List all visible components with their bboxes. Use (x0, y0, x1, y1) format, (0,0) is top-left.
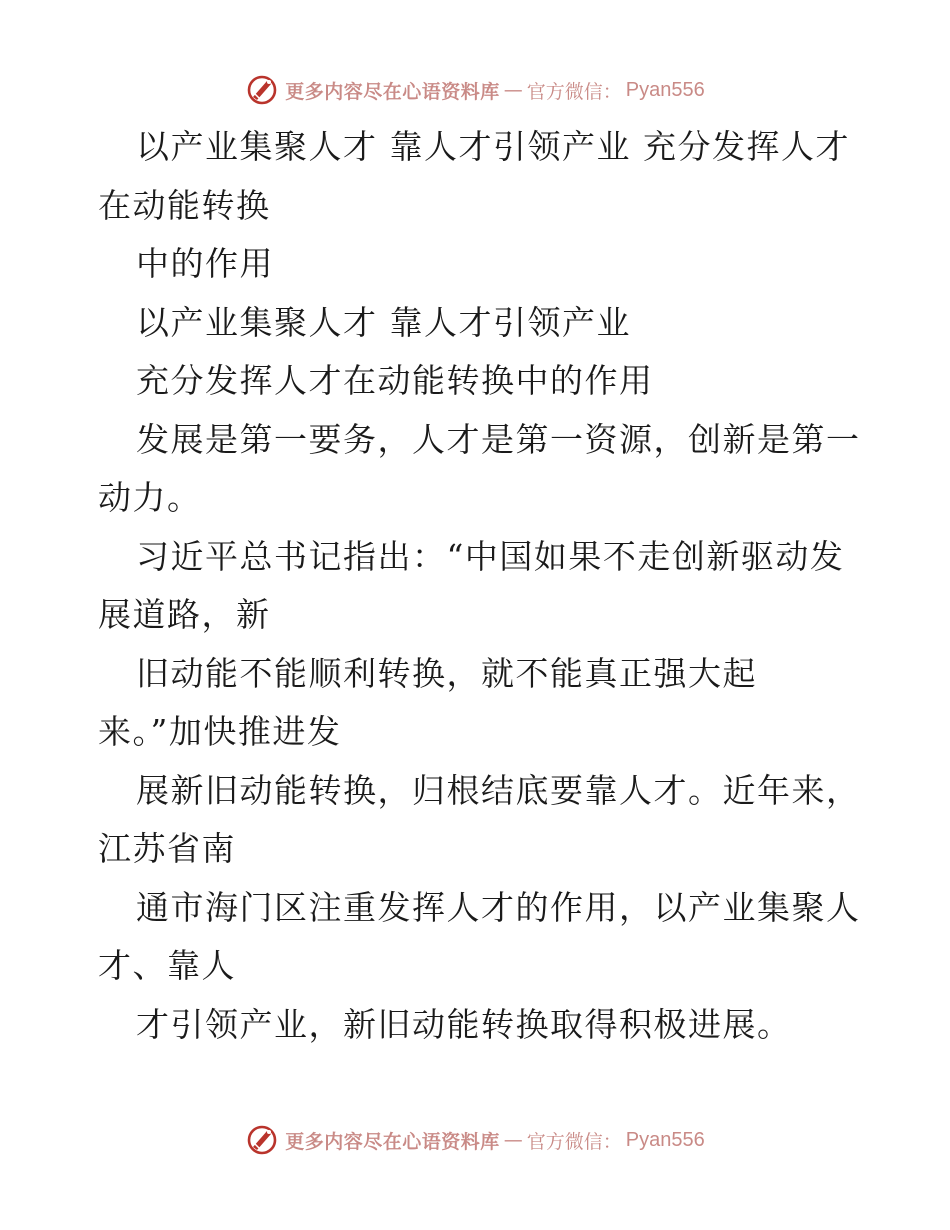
body-line: 动力。 (98, 478, 202, 517)
footer-banner-content (245, 1123, 705, 1157)
body-line: 在动能转换 (98, 185, 271, 225)
header-banner (0, 70, 950, 110)
pen-logo-icon (245, 1123, 279, 1157)
body-line: 展道路，新 (98, 595, 271, 634)
body-line: 才、靠人 (98, 946, 236, 985)
body-line: 展新旧动能转换，归根结底要靠人才。近年来， (136, 770, 861, 810)
body-line: 旧动能不能顺利转换，就不能真正强大起 (136, 653, 757, 693)
body-line: 通市海门区注重发挥人才的作用，以产业集聚人 (136, 887, 861, 927)
footer-banner (0, 1120, 950, 1160)
body-line: 充分发挥人才在动能转换中的作用 (136, 361, 654, 400)
header-wechat-id: Pyan556 (625, 78, 705, 101)
header-wechat-label: 官方微信： (526, 80, 622, 103)
body-line: 习近平总书记指出：“中国如果不走创新驱动发 (136, 536, 845, 576)
body-line: 中的作用 (136, 244, 274, 283)
footer-wechat-id: Pyan556 (625, 1128, 705, 1151)
header-banner-text: 更多内容尽在心语资料库 (285, 80, 500, 103)
header-banner-content (245, 73, 705, 107)
document-body (98, 118, 861, 1054)
footer-banner-separator: — (503, 1129, 523, 1151)
footer-wechat-label: 官方微信： (526, 1130, 622, 1153)
body-line: 以产业集聚人才 靠人才引领产业 充分发挥人才 (136, 127, 850, 166)
header-banner-separator: — (503, 79, 523, 101)
pen-logo-icon (245, 73, 279, 107)
body-line: 来。”加快推进发 (98, 712, 342, 751)
footer-banner-text: 更多内容尽在心语资料库 (285, 1130, 500, 1153)
body-line: 才引领产业，新旧动能转换取得积极进展。 (136, 1004, 792, 1044)
body-line: 发展是第一要务，人才是第一资源，创新是第一 (136, 419, 861, 459)
body-line: 江苏省南 (98, 829, 236, 868)
body-line: 以产业集聚人才 靠人才引领产业 (136, 302, 631, 342)
